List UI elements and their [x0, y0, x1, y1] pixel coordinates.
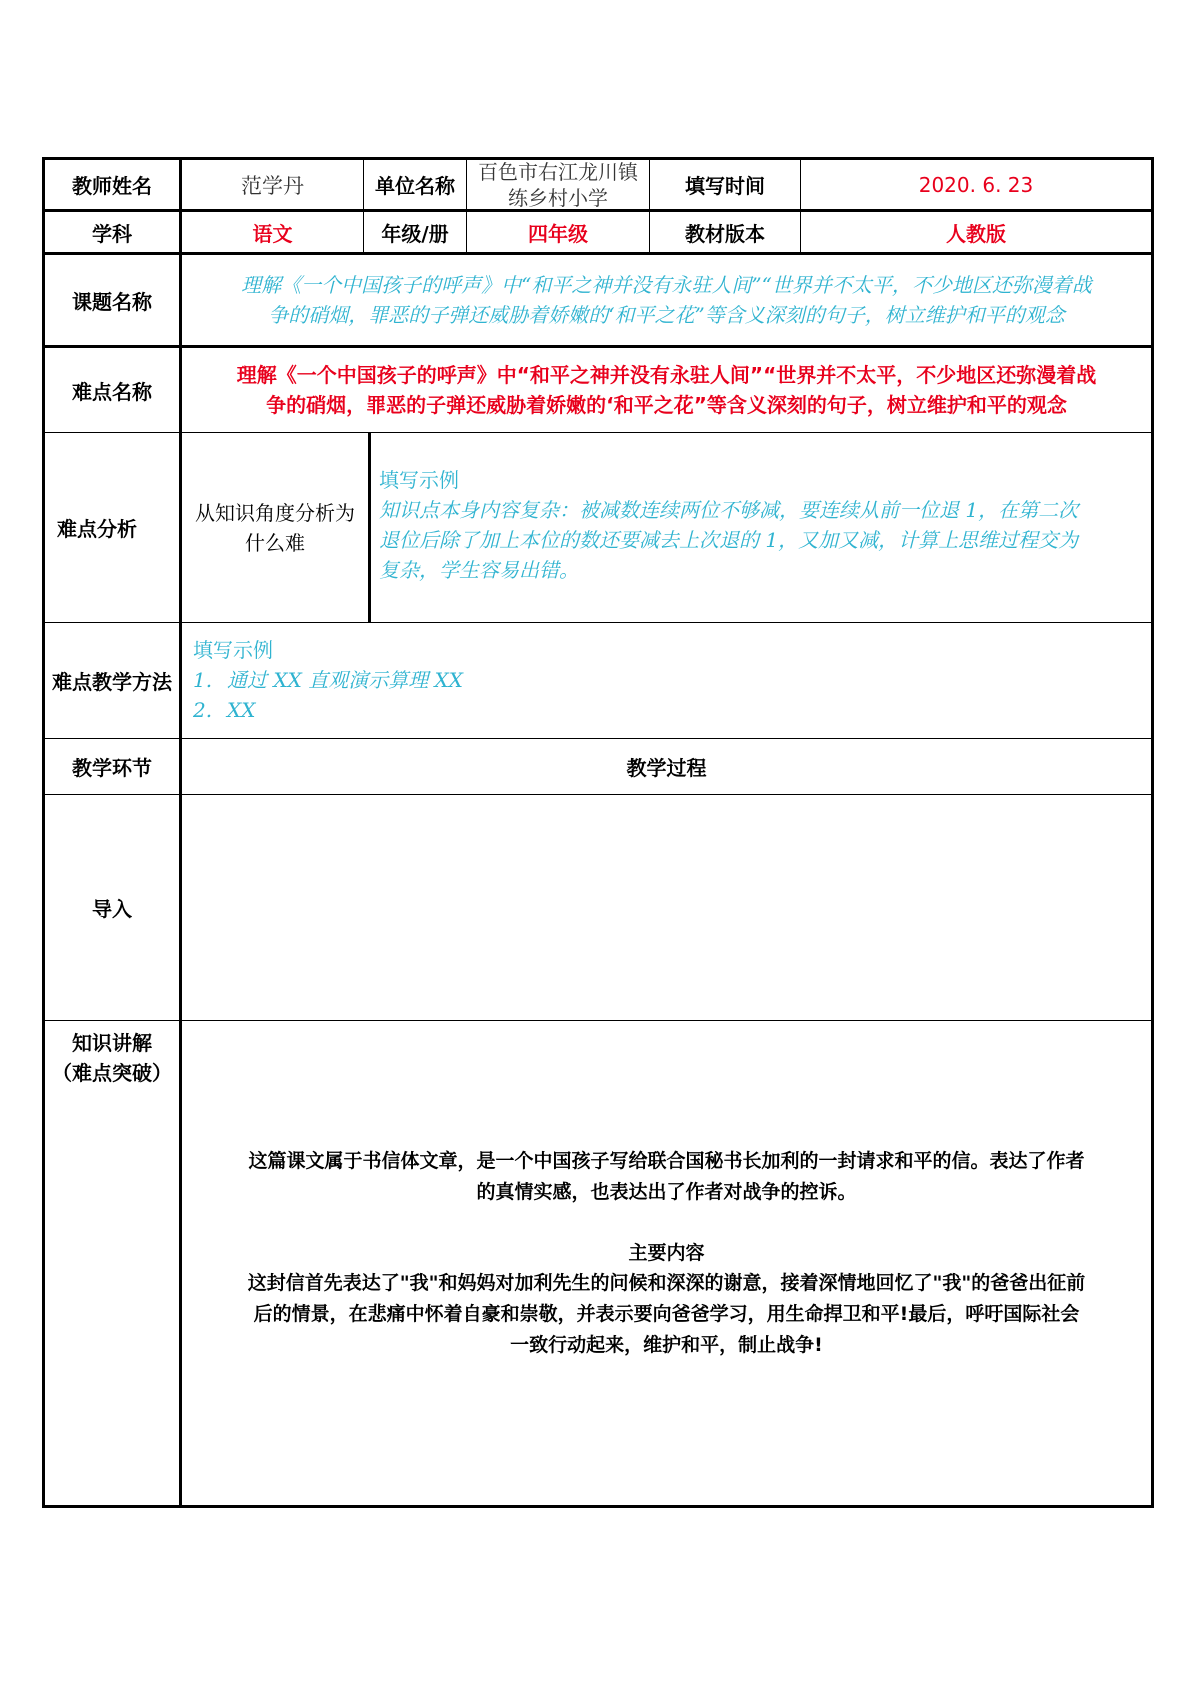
analysis-sub-line2: 什么难: [245, 530, 305, 555]
grade-label: 年级/册: [381, 221, 449, 246]
teacher-name-label: 教师姓名: [72, 174, 152, 198]
process-label: 教学过程: [626, 756, 707, 780]
unit-name-line1: 百色市右江龙川镇: [478, 159, 638, 184]
explain-label-line2: （难点突破）: [52, 1061, 172, 1085]
analysis-example-body: [379, 495, 1149, 585]
method-item-2: [193, 695, 255, 725]
method-label: 难点教学方法: [52, 670, 172, 694]
explain-paragraph-1: [182, 1146, 1151, 1208]
grade-value: 四年级: [528, 221, 588, 246]
explain-p2-line2: 后的情景，在悲痛中怀着自豪和崇敬，并表示要向爸爸学习，用生命捍卫和平!最后，呼吁国际社会: [253, 1303, 1080, 1325]
analysis-example-title: 填写示例: [379, 468, 459, 492]
topic-line1: 理解《一个中国孩子的呼声》中“和平之神并没有永驻人间”“世界并不太平，不少地区还弥漫着战: [241, 273, 1092, 297]
unit-name-value: [467, 160, 649, 209]
method-item-1: [193, 665, 463, 695]
unit-name-label: 单位名称: [375, 174, 455, 198]
edition-value: 人教版: [946, 221, 1006, 246]
method-example-title: 填写示例: [193, 638, 273, 662]
analysis-sub-label: [182, 433, 368, 622]
topic-label: 课题名称: [72, 289, 152, 314]
analysis-sub-line1: 从知识角度分析为: [195, 500, 355, 525]
method-item-2-num: 2.: [193, 698, 213, 722]
method-item-1-num: 1.: [193, 668, 213, 692]
explain-p1-line1: 这篇课文属于书信体文章，是一个中国孩子写给联合国秘书长加利的一封请求和平的信。表达了作者: [248, 1150, 1085, 1172]
explain-label-line1: 知识讲解: [72, 1031, 152, 1055]
difficulty-label: 难点名称: [72, 379, 152, 404]
explain-label: [45, 1028, 179, 1088]
analysis-line1: 知识点本身内容复杂：被减数连续两位不够减，要连续从前一位退 1，在第二次: [379, 498, 1079, 522]
intro-label: 导入: [92, 897, 132, 921]
explain-p2-line3: 一致行动起来，维护和平，制止战争!: [510, 1334, 823, 1356]
edition-label: 教材版本: [685, 221, 765, 246]
method-item-1-text: 通过 XX 直观演示算理 XX: [227, 668, 464, 692]
unit-name-line2: 练乡村小学: [508, 185, 608, 210]
analysis-line3: 复杂，学生容易出错。: [379, 558, 579, 582]
explain-p1-line2: 的真情实感，也表达出了作者对战争的控诉。: [476, 1181, 857, 1203]
fill-date-value: 2020. 6. 23: [918, 172, 1034, 197]
explain-paragraph-2: [182, 1268, 1151, 1361]
fill-date-label: 填写时间: [685, 174, 765, 198]
row-divider: [45, 1020, 1151, 1021]
explain-heading: 主要内容: [628, 1242, 705, 1264]
teacher-name-value: 范学丹: [241, 173, 304, 198]
stage-label: 教学环节: [72, 756, 152, 780]
lesson-plan-table: [42, 157, 1154, 1508]
method-item-2-text: XX: [227, 698, 256, 722]
difficulty-line1: 理解《一个中国孩子的呼声》中“和平之神并没有永驻人间”“世界并不太平，不少地区还弥漫着战: [236, 363, 1097, 387]
topic-value: [182, 255, 1151, 345]
analysis-label: 难点分析: [57, 517, 137, 541]
row-divider: [45, 622, 1151, 623]
intro-content: [182, 795, 1151, 1020]
subject-value: 语文: [252, 221, 293, 246]
difficulty-value: [182, 348, 1151, 432]
difficulty-line2: 争的硝烟，罪恶的子弹还威胁着娇嫩的‘和平之花”等含义深刻的句子，树立维护和平的观念: [266, 393, 1067, 417]
explain-p2-line1: 这封信首先表达了"我"和妈妈对加利先生的问候和深深的谢意，接着深情地回忆了"我"的爸爸出征前: [247, 1272, 1086, 1294]
analysis-line2: 退位后除了加上本位的数还要减去上次退的 1，又加又减，计算上思维过程交为: [379, 528, 1079, 552]
subject-label: 学科: [92, 221, 132, 246]
topic-line2: 争的硝烟，罪恶的子弹还威胁着娇嫩的‘和平之花”等含义深刻的句子，树立维护和平的观念: [268, 303, 1065, 327]
col-divider: [368, 432, 371, 622]
